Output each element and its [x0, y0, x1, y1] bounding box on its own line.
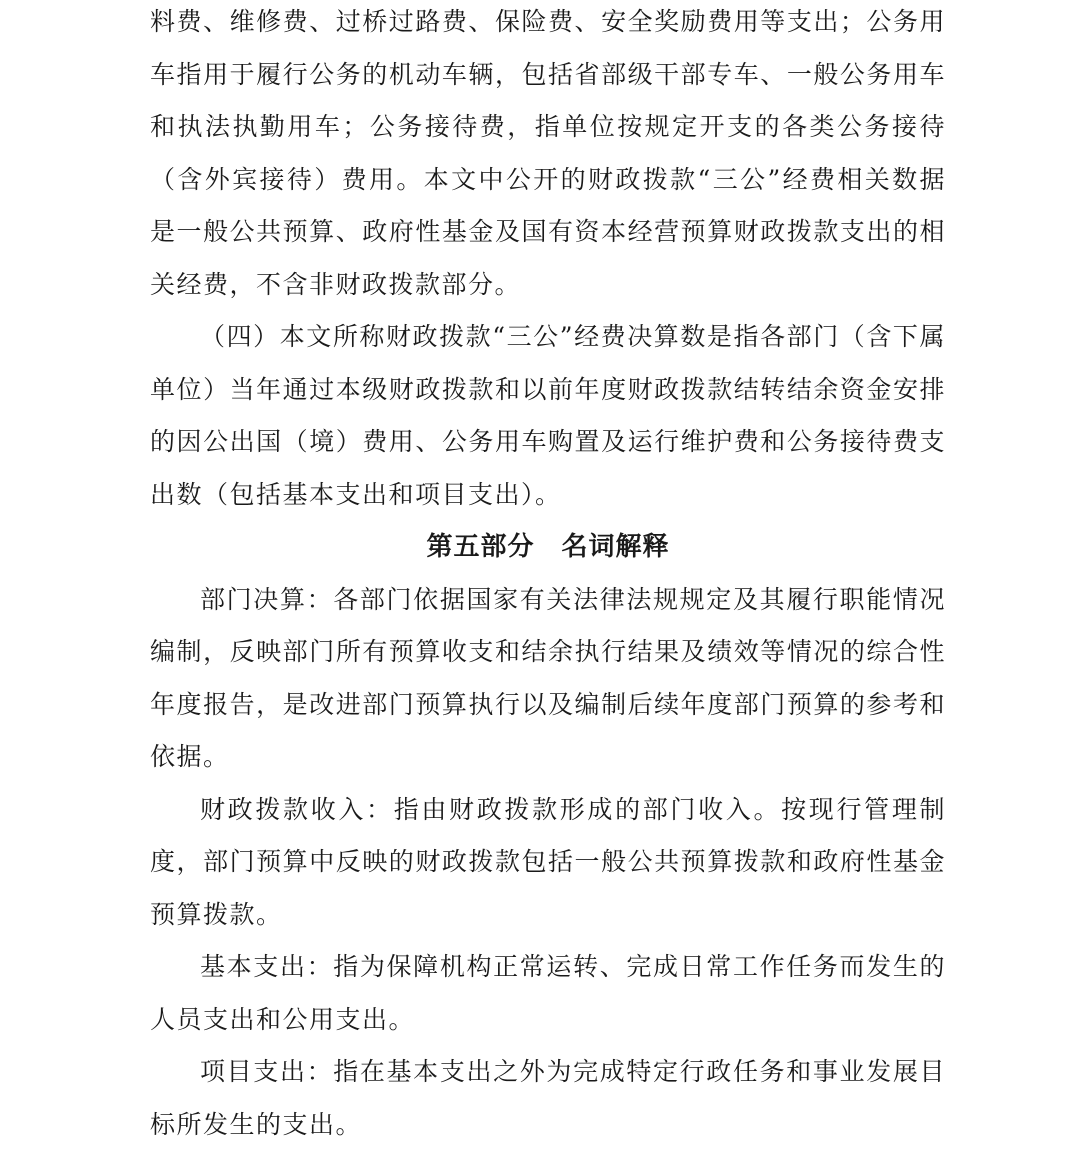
definition-basic-expenditure: 基本支出：指为保障机构正常运转、完成日常工作任务而发生的人员支出和公用支出。 — [150, 952, 946, 1034]
paragraph-continued-three-public-expenses: 料费、维修费、过桥过路费、保险费、安全奖励费用等支出；公务用车指用于履行公务的机动车辆，包括省部级干部专车、一般公务用车和执法执勤用车；公务接待费，指单位按规定开支的各类公务接待（含外宾接待）费用。本文中公开的财政拨款“三公”经费相关数据是一般公共预算、政府性基金及国有资本经营预算财政拨款支出的相关经费，不含非财政拨款部分。 — [150, 7, 946, 299]
section-heading: 第五部分 名词解释 — [426, 532, 670, 562]
definition-project-expenditure: 项目支出：指在基本支出之外为完成特定行政任务和事业发展目标所发生的支出。 — [150, 1057, 946, 1139]
paragraph-item-four: （四）本文所称财政拨款“三公”经费决算数是指各部门（含下属单位）当年通过本级财政拨款和以前年度财政拨款结转结余资金安排的因公出国（境）费用、公务用车购置及运行维护费和公务接待费支出数（包括基本支出和项目支出）。 — [150, 322, 946, 509]
definition-fiscal-appropriation-income: 财政拨款收入：指由财政拨款形成的部门收入。按现行管理制度，部门预算中反映的财政拨款包括一般公共预算拨款和政府性基金预算拨款。 — [150, 794, 946, 929]
definition-department-final-accounts: 部门决算：各部门依据国家有关法律法规规定及其履行职能情况编制，反映部门所有预算收支和结余执行结果及绩效等情况的综合性年度报告，是改进部门预算执行以及编制后续年度部门预算的参考和依据。 — [150, 584, 946, 771]
document-page — [150, 0, 946, 1151]
